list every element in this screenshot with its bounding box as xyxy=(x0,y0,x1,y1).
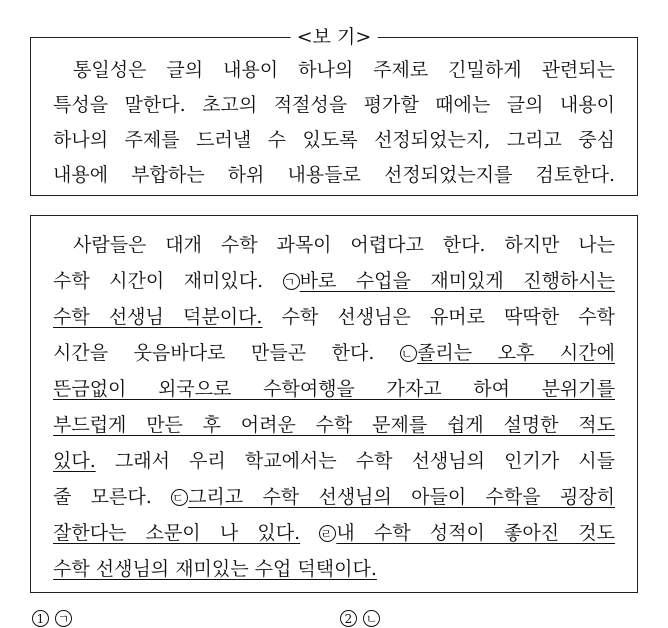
circled-marker-1: ㄱ xyxy=(283,273,300,290)
underlined-sentence-1-cont: 수학 선생님 덕분이다. xyxy=(53,306,263,328)
circled-marker-3: ㄷ xyxy=(171,489,188,506)
bogi-box xyxy=(30,26,638,196)
passage-line-3 xyxy=(53,302,615,329)
option-number-1: 1 xyxy=(32,610,49,627)
underlined-sentence-3-end: 잘한다는 소문이 나 있다. xyxy=(53,522,301,544)
underlined-sentence-4: 내 수학 성적이 좋아진 것도 xyxy=(336,522,616,544)
passage-text: 그래서 우리 학교에서는 수학 선생님의 인기가 시들 xyxy=(95,450,615,472)
underlined-sentence-2-end: 있다. xyxy=(53,450,96,472)
bogi-line-4: 내용에 부합하는 하위 내용들로 선정되었는지를 검토한다. xyxy=(53,164,615,186)
answer-option-2[interactable] xyxy=(340,606,386,628)
passage-text xyxy=(300,522,319,544)
underlined-sentence-2: 졸리는 오후 시간에 xyxy=(416,342,615,364)
passage-line-4 xyxy=(53,338,615,365)
underlined-sentence-2-cont: 뜬금없이 외국으로 수학여행을 가자고 하여 분위기를 xyxy=(53,378,615,400)
option-mark-2: ㄴ xyxy=(363,610,380,627)
passage-line-10 xyxy=(53,554,615,581)
passage-line-7 xyxy=(53,446,615,473)
bogi-title: <보 기> xyxy=(291,26,378,48)
circled-marker-2: ㄴ xyxy=(400,345,417,362)
circled-marker-4: ㄹ xyxy=(319,525,336,542)
passage-text: 시간을 웃음바다로 만들곤 한다. xyxy=(53,342,400,364)
bogi-line-1: 통일성은 글의 내용이 하나의 주제로 긴밀하게 관련되는 xyxy=(73,59,615,81)
passage-text: 줄 모른다. xyxy=(53,486,172,508)
passage-line-6 xyxy=(53,410,615,437)
passage-line-5 xyxy=(53,374,615,401)
underlined-sentence-2-cont: 부드럽게 만든 후 어려운 수학 문제를 쉽게 설명한 적도 xyxy=(53,414,615,436)
underlined-sentence-4-end: 수학 선생님의 재미있는 수업 덕택이다. xyxy=(53,558,377,580)
passage-line-8 xyxy=(53,482,615,509)
option-mark-1: ㄱ xyxy=(55,610,72,627)
answer-option-1[interactable] xyxy=(32,606,78,628)
passage-text: 수학 선생님은 유머로 딱딱한 수학 xyxy=(262,306,616,328)
passage-line-1: 사람들은 대개 수학 과목이 어렵다고 한다. 하지만 나는 xyxy=(73,234,615,256)
underlined-sentence-1: 바로 수업을 재미있게 진행하시는 xyxy=(299,270,615,292)
passage-line-9 xyxy=(53,518,615,545)
bogi-line-2: 특성을 말한다. 초고의 적절성을 평가할 때에는 글의 내용이 xyxy=(53,94,615,116)
passage-line-2 xyxy=(53,266,615,293)
bogi-line-3: 하나의 주제를 드러낼 수 있도록 선정되었는지, 그리고 중심 xyxy=(53,129,615,151)
underlined-sentence-3: 그리고 수학 선생님의 아들이 수학을 굉장히 xyxy=(188,486,615,508)
passage-text: 수학 시간이 재미있다. xyxy=(53,270,283,292)
option-number-2: 2 xyxy=(340,610,357,627)
passage-box xyxy=(30,215,638,593)
